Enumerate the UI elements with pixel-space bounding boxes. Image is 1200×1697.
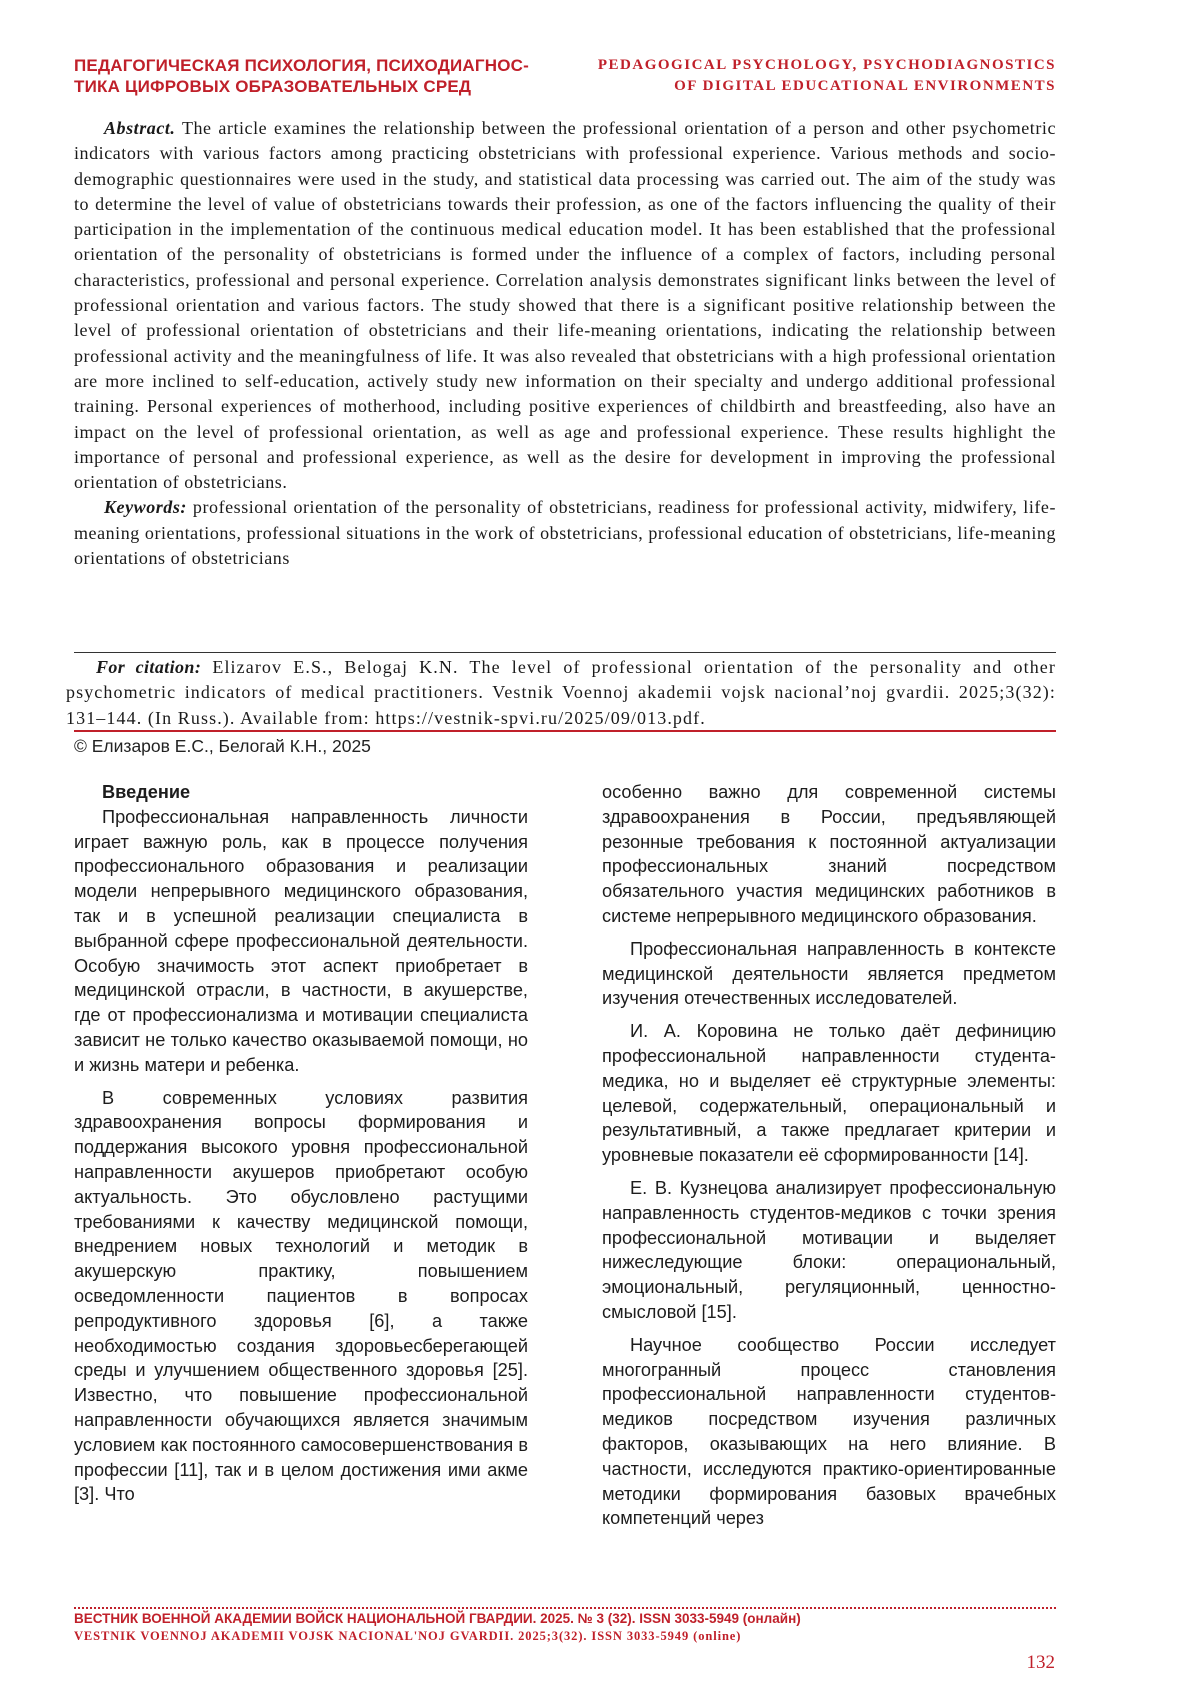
body-paragraph: особенно важно для современной системы здравоохранения в России, предъявляющей резонные требования к постоянной актуализации профессиональных знаний посредством обязательного участия медицинских работников в системе непрерывного медицинского образования. bbox=[602, 782, 1056, 926]
abstract-paragraph bbox=[74, 116, 1056, 495]
body-paragraph: Профессиональная направленность в контексте медицинской деятельности является предметом изучения отечественных исследователей. bbox=[602, 938, 1056, 1009]
footer-journal-en: VESTNIK VOENNOJ AKADEMII VOJSK NACIONAL'NOJ GVARDII. 2025;3(32). ISSN 3033-5949 (online) bbox=[74, 1629, 742, 1643]
keywords-text: professional orientation of the personality of obstetricians, readiness for professional activity, midwifery, life-meaning orientations, professional situations in the work of obstetricians, professional education of obstetricians, life-meaning orientations of obstetricians bbox=[74, 497, 1056, 569]
abstract-label: Abstract. bbox=[104, 118, 176, 138]
citation-text: Elizarov E.S., Belogaj K.N. The level of professional orientation of the personality and other psychometric indicators of medical practitioners. Vestnik Voennoj akademii vojsk nacional’noj gvardii. 2025;3(32): 131–144. (In Russ.). Available from: https://vestnik-spvi.ru/2025/09/013.pdf. bbox=[66, 657, 1056, 728]
copyright-line: © Елизаров Е.С., Белогай К.Н., 2025 bbox=[74, 736, 371, 756]
running-header-ru: ПЕДАГОГИЧЕСКАЯ ПСИХОЛОГИЯ, ПСИХОДИАГНОС- ТИКА ЦИФРОВЫХ ОБРАЗОВАТЕЛЬНЫХ СРЕД bbox=[74, 56, 529, 96]
citation-block bbox=[66, 655, 1056, 731]
abstract-text: The article examines the relationship between the professional orientation of a person and other psychometric indicators with various factors among practicing obstetricians with professional experience. Various methods and socio-demographic questionnaires were used in the study, and statistical data processing was carried out. The aim of the study was to determine the level of value of obstetricians towards their profession, as one of the factors influencing the quality of their participation in the implementation of the continuous medical education model. It has been established that the professional orientation of the personality of obstetricians is formed under the influence of a complex of factors, including personal characteristics, professional and personal experience. Correlation analysis demonstrates significant links between the level of professional orientation and various factors. The study showed that there is a significant positive relationship between the level of professional orientation of obstetricians and their life-meaning orientations, indicating the relationship between professional activity and the meaningfulness of life. It was also revealed that obstetricians with a high professional orientation are more inclined to self-education, actively study new information on their specialty and undergo additional professional training. Personal experiences of motherhood, including positive experiences of childbirth and breastfeeding, also have an impact on the level of professional orientation, as well as age and professional experience. These results highlight the importance of personal and professional experience, as well as the desire for development in improving the professional orientation of obstetricians. bbox=[74, 118, 1056, 493]
page-number: 132 bbox=[1026, 1652, 1055, 1673]
footer-journal-ru: ВЕСТНИК ВОЕННОЙ АКАДЕМИИ ВОЙСК НАЦИОНАЛЬНОЙ ГВАРДИИ. 2025. № 3 (32). ISSN 3033-5949 (онлайн) bbox=[74, 1611, 801, 1626]
citation-paragraph bbox=[66, 655, 1056, 731]
body-paragraph: И. А. Коровина не только даёт дефиницию профессиональной направленности студента-медика, но и выделяет её структурные элементы: целевой, содержательный, операциональный и результативный, а также предлагает критерии и уровневые показатели её сформированности [14]. bbox=[602, 1021, 1056, 1166]
citation-label: For citation: bbox=[96, 657, 202, 677]
abstract-divider bbox=[74, 652, 1056, 653]
section-heading: Введение bbox=[102, 782, 191, 802]
keywords-label: Keywords: bbox=[104, 497, 187, 518]
abstract-block bbox=[74, 116, 1056, 571]
keywords-paragraph bbox=[74, 495, 1056, 571]
body-paragraph: Е. В. Кузнецова анализирует профессиональную направленность студентов-медиков с точки зрения профессиональной мотивации и выделяет нижеследующие блоки: операциональный, эмоциональный, регуляционный, ценностно-смысловой [15]. bbox=[602, 1177, 1056, 1322]
body-paragraph: В современных условиях развития здравоохранения вопросы формирования и поддержания высокого уровня профессиональной направленности акушеров приобретают особую актуальность. Это обусловлено растущими требованиями к качеству медицинской помощи, внедрением новых технологий и методик в акушерскую практику, повышением осведомленности пациентов в вопросах репродуктивного здоровья [6], а также необходимостью создания здоровьесберегающей среды и улучшением общественного здоровья [25]. Известно, что повышение профессиональной направленности обучающихся является значимым условием как постоянного самосовершенствования в профессии [11], так и в целом достижения ими акме [3]. Что bbox=[74, 1087, 528, 1505]
body-column-right bbox=[602, 780, 1056, 1531]
citation-divider bbox=[74, 730, 1056, 732]
footer-divider bbox=[74, 1607, 1056, 1609]
body-column-left bbox=[74, 780, 528, 1507]
body-paragraph: Профессиональная направленность личности играет важную роль, как в процессе получения профессионального образования и реализации модели непрерывного медицинского образования, так и в успешной реализации специалиста в выбранной сфере профессиональной деятельности. Особую значимость этот аспект приобретает в медицинской отрасли, в частности, в акушерстве, где от профессионализма и мотивации специалиста зависит не только качество оказываемой помощи, но и жизнь матери и ребенка. bbox=[74, 806, 528, 1075]
running-header-en: PEDAGOGICAL PSYCHOLOGY, PSYCHODIAGNOSTICS OF DIGITAL EDUCATIONAL ENVIRONMENTS bbox=[597, 57, 1056, 94]
body-paragraph: Научное сообщество России исследует многогранный процесс становления профессиональной направленности студентов-медиков посредством изучения различных факторов, оказывающих на него влияние. В частности, исследуются практико-ориентированные методики формирования базовых врачебных компетенций через bbox=[602, 1334, 1056, 1529]
